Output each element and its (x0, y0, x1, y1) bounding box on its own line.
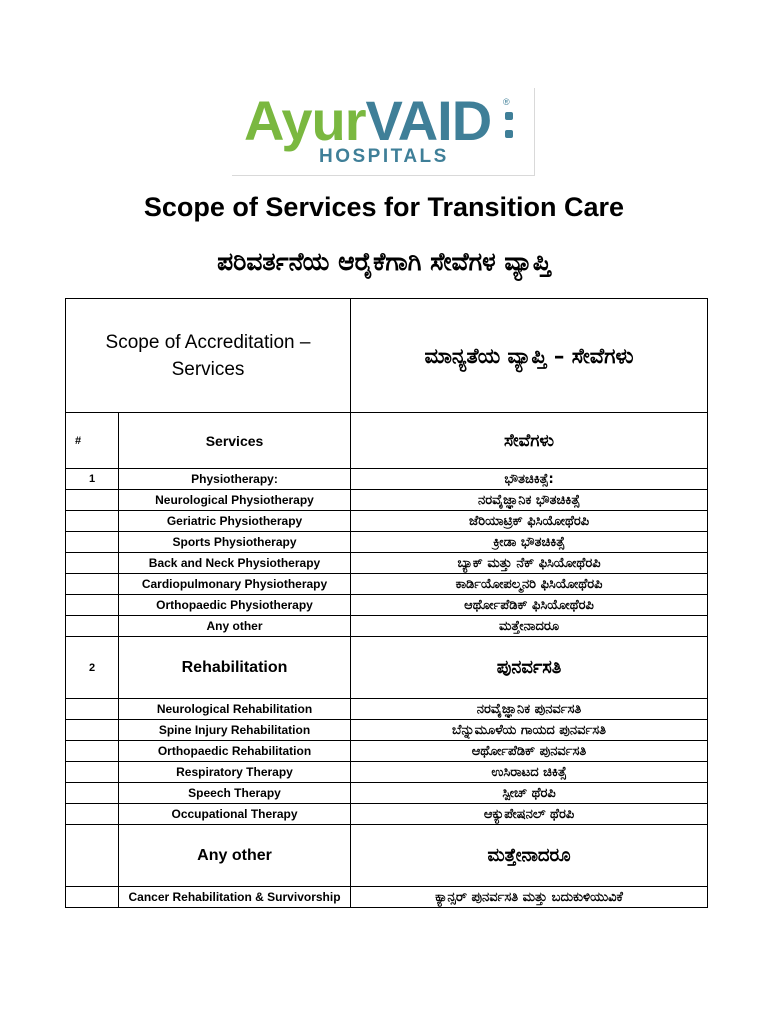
logo-ayur: Ayur (244, 89, 366, 152)
row-number (66, 553, 119, 574)
logo-wordmark (244, 88, 491, 154)
service-name-kannada: ಸ್ಪೀಚ್ ಥೆರಪಿ (351, 783, 708, 804)
service-name-english: Respiratory Therapy (119, 762, 351, 783)
service-name-kannada: ನರವೈಜ್ಞಾನಿಕ ಪುನರ್ವಸತಿ (351, 699, 708, 720)
table-row (66, 511, 708, 532)
logo-colon-icon (505, 106, 515, 140)
logo-subtitle: HOSPITALS (319, 146, 449, 167)
service-name-kannada: ಬ್ಯಾಕ್ ಮತ್ತು ನೆಕ್ ಫಿಸಿಯೋಥೆರಪಿ (351, 553, 708, 574)
table-header-row (66, 299, 708, 413)
row-number (66, 699, 119, 720)
row-number (66, 804, 119, 825)
column-services-kannada-header: ಸೇವೆಗಳು (351, 413, 708, 469)
service-name-english: Occupational Therapy (119, 804, 351, 825)
service-name-kannada: ಆರ್ಥೋಪೆಡಿಕ್ ಪುನರ್ವಸತಿ (351, 741, 708, 762)
table-row (66, 532, 708, 553)
service-name-english: Neurological Rehabilitation (119, 699, 351, 720)
page-title-kannada: ಪರಿವರ್ತನೆಯ ಆರೈಕೆಗಾಗಿ ಸೇವೆಗಳ ವ್ಯಾಪ್ತಿ (217, 247, 551, 276)
table-row (66, 469, 708, 490)
page-title-english: Scope of Services for Transition Care (143, 192, 625, 222)
service-name-kannada: ಮತ್ತೇನಾದರೂ (351, 825, 708, 887)
service-name-english: Physiotherapy: (119, 469, 351, 490)
row-number (66, 616, 119, 637)
service-name-kannada: ಕ್ಯಾನ್ಸರ್ ಪುನರ್ವಸತಿ ಮತ್ತು ಬದುಕುಳಿಯುವಿಕೆ (351, 887, 708, 908)
table-row (66, 741, 708, 762)
table-row (66, 699, 708, 720)
service-name-kannada: ಮತ್ತೇನಾದರೂ (351, 616, 708, 637)
service-name-english: Any other (119, 616, 351, 637)
service-name-kannada: ಕಾರ್ಡಿಯೋಪಲ್ಮನರಿ ಫಿಸಿಯೋಥೆರಪಿ (351, 574, 708, 595)
service-name-english: Sports Physiotherapy (119, 532, 351, 553)
row-number (66, 783, 119, 804)
row-number (66, 595, 119, 616)
logo-registered-mark: ® (503, 97, 510, 107)
column-number-header: # (66, 413, 119, 469)
row-number (66, 720, 119, 741)
service-name-kannada: ಆಕ್ಯುಪೇಷನಲ್ ಥೆರಪಿ (351, 804, 708, 825)
table-row (66, 825, 708, 887)
service-name-english: Orthopaedic Rehabilitation (119, 741, 351, 762)
table-row (66, 595, 708, 616)
service-name-kannada: ಪುನರ್ವಸತಿ (351, 637, 708, 699)
row-number (66, 532, 119, 553)
logo (232, 88, 535, 176)
header-scope-english: Scope of Accreditation – Services (66, 299, 351, 413)
service-name-english: Rehabilitation (119, 637, 351, 699)
service-name-english: Orthopaedic Physiotherapy (119, 595, 351, 616)
table-row (66, 637, 708, 699)
row-number (66, 511, 119, 532)
column-services-english-header: Services (119, 413, 351, 469)
row-number (66, 490, 119, 511)
service-name-english: Back and Neck Physiotherapy (119, 553, 351, 574)
row-number (66, 825, 119, 887)
service-name-kannada: ಜೆರಿಯಾಟ್ರಿಕ್ ಫಿಸಿಯೋಥೆರಪಿ (351, 511, 708, 532)
header-scope-kannada: ಮಾನ್ಯತೆಯ ವ್ಯಾಪ್ತಿ – ಸೇವೆಗಳು (351, 299, 708, 413)
table-row (66, 783, 708, 804)
row-number (66, 741, 119, 762)
service-name-kannada: ಬೆನ್ನುಮೂಳೆಯ ಗಾಯದ ಪುನರ್ವಸತಿ (351, 720, 708, 741)
service-name-english: Spine Injury Rehabilitation (119, 720, 351, 741)
service-name-english: Neurological Physiotherapy (119, 490, 351, 511)
service-name-kannada: ಕ್ರೀಡಾ ಭೌತಚಿಕಿತ್ಸೆ (351, 532, 708, 553)
service-name-kannada: ಆರ್ಥೋಪೆಡಿಕ್ ಫಿಸಿಯೋಥೆರಪಿ (351, 595, 708, 616)
services-table (65, 298, 708, 908)
table-row (66, 553, 708, 574)
row-number: 2 (66, 637, 119, 699)
table-row (66, 616, 708, 637)
logo-vaid: VAID (365, 89, 492, 152)
row-number (66, 762, 119, 783)
table-row (66, 720, 708, 741)
service-name-english: Cardiopulmonary Physiotherapy (119, 574, 351, 595)
service-name-kannada: ಉಸಿರಾಟದ ಚಿಕಿತ್ಸೆ (351, 762, 708, 783)
service-name-english: Any other (119, 825, 351, 887)
row-number (66, 574, 119, 595)
table-row (66, 490, 708, 511)
service-name-english: Cancer Rehabilitation & Survivorship (119, 887, 351, 908)
table-row (66, 887, 708, 908)
table-row (66, 762, 708, 783)
service-name-kannada: ನರವೈಜ್ಞಾನಿಕ ಭೌತಚಿಕಿತ್ಸೆ (351, 490, 708, 511)
table-row (66, 574, 708, 595)
service-name-english: Geriatric Physiotherapy (119, 511, 351, 532)
service-name-english: Speech Therapy (119, 783, 351, 804)
service-name-kannada: ಭೌತಚಿಕಿತ್ಸೆ: (351, 469, 708, 490)
row-number: 1 (66, 469, 119, 490)
row-number (66, 887, 119, 908)
table-subheader-row (66, 413, 708, 469)
table-row (66, 804, 708, 825)
